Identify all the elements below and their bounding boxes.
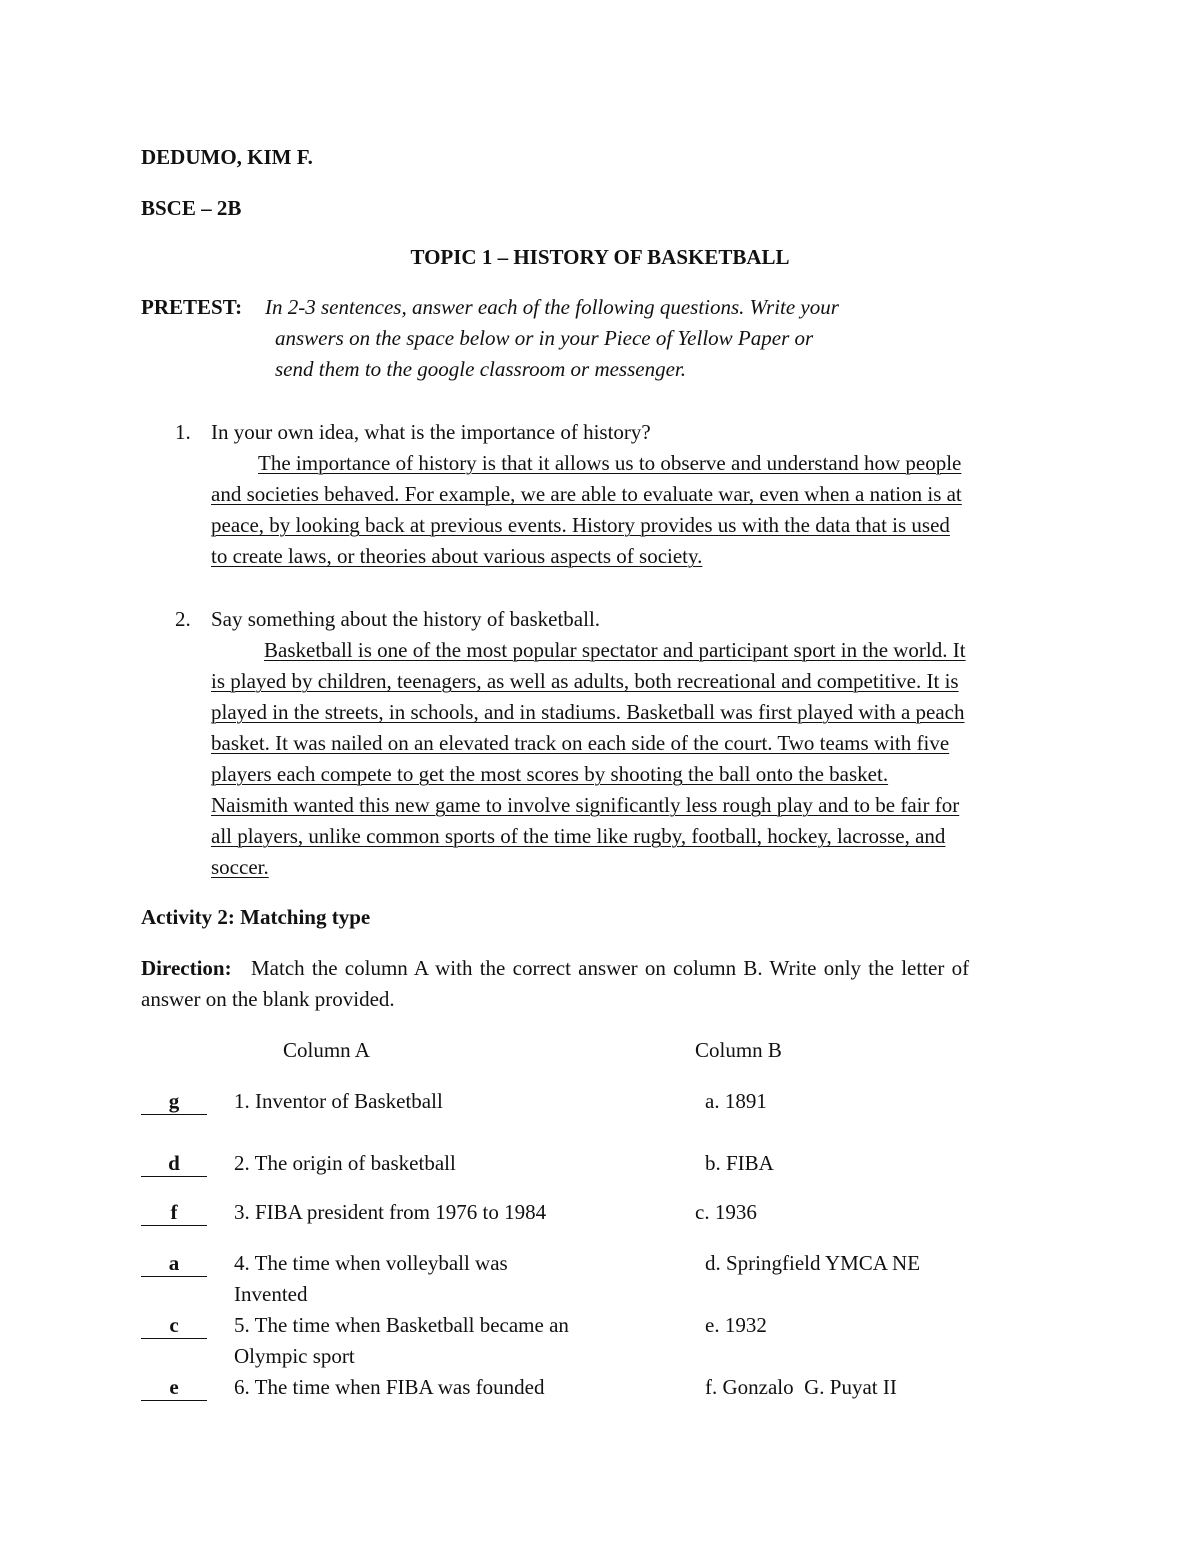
column-a-item: 1. Inventor of Basketball — [234, 1089, 443, 1113]
answer-blank[interactable] — [141, 1091, 207, 1115]
column-b-header: Column B — [695, 1038, 782, 1062]
topic-title: TOPIC 1 – HISTORY OF BASKETBALL — [410, 245, 790, 269]
answer-line: all players, unlike common sports of the time like rugby, football, hockey, lacrosse, and — [211, 824, 946, 848]
direction-text: Match the column A with the correct answer on column B. Write only the letter of — [251, 956, 970, 980]
answer-blank[interactable] — [141, 1153, 207, 1177]
column-a-item: 2. The origin of basketball — [234, 1151, 456, 1175]
column-a-item: 6. The time when FIBA was founded — [234, 1375, 545, 1399]
column-b-item: c. 1936 — [695, 1200, 757, 1224]
pretest-label: PRETEST: — [141, 295, 243, 319]
answer-line: basket. It was nailed on an elevated track on each side of the court. Two teams with five — [211, 731, 950, 755]
answer-letter: g — [141, 1091, 207, 1115]
answer-line: to create laws, or theories about various aspects of society. — [211, 544, 703, 568]
answer-line: soccer. — [211, 855, 269, 879]
column-a-item: 5. The time when Basketball became an — [234, 1313, 569, 1337]
answer-line: played in the streets, in schools, and in stadiums. Basketball was first played with a peach — [211, 700, 965, 724]
pretest-instruction-line: answers on the space below or in your Piece of Yellow Paper or — [275, 326, 814, 350]
student-section: BSCE – 2B — [141, 196, 242, 220]
answer-blank[interactable] — [141, 1202, 207, 1226]
answer-blank[interactable] — [141, 1315, 207, 1339]
answer-letter: f — [141, 1202, 207, 1226]
activity-title: Activity 2: Matching type — [141, 905, 371, 929]
answer-line: Naismith wanted this new game to involve significantly less rough play and to be fair for — [211, 793, 960, 817]
column-b-item: e. 1932 — [705, 1313, 767, 1337]
direction-text: answer on the blank provided. — [141, 987, 395, 1011]
answer-line: is played by children, teenagers, as well as adults, both recreational and competitive. It is — [211, 669, 959, 693]
direction-label: Direction: — [141, 956, 232, 980]
column-b-item: a. 1891 — [705, 1089, 767, 1113]
column-a-item: 3. FIBA president from 1976 to 1984 — [234, 1200, 547, 1224]
answer-letter: d — [141, 1153, 207, 1177]
column-a-item-continued: Invented — [234, 1282, 308, 1306]
answer-line: The importance of history is that it allows us to observe and understand how people — [258, 451, 962, 475]
answer-line: players each compete to get the most scores by shooting the ball onto the basket. — [211, 762, 889, 786]
question-number: 2. — [175, 607, 191, 631]
question-text: In your own idea, what is the importance of history? — [211, 420, 651, 444]
answer-blank[interactable] — [141, 1377, 207, 1401]
answer-letter: c — [141, 1315, 207, 1339]
column-b-item: b. FIBA — [705, 1151, 774, 1175]
answer-letter: a — [141, 1253, 207, 1277]
answer-line: Basketball is one of the most popular spectator and participant sport in the world. It — [264, 638, 966, 662]
column-b-item: f. Gonzalo G. Puyat II — [705, 1375, 897, 1399]
column-a-item-continued: Olympic sport — [234, 1344, 355, 1368]
column-a-header: Column A — [283, 1038, 370, 1062]
pretest-instruction-line: send them to the google classroom or messenger. — [275, 357, 687, 381]
question-text: Say something about the history of basketball. — [211, 607, 601, 631]
answer-line: peace, by looking back at previous events. History provides us with the data that is used — [211, 513, 950, 537]
answer-line: and societies behaved. For example, we are able to evaluate war, even when a nation is at — [211, 482, 962, 506]
question-number: 1. — [175, 420, 191, 444]
answer-letter: e — [141, 1377, 207, 1401]
pretest-instruction-line: In 2-3 sentences, answer each of the following questions. Write your — [265, 295, 839, 319]
column-a-item: 4. The time when volleyball was — [234, 1251, 508, 1275]
answer-blank[interactable] — [141, 1253, 207, 1277]
student-name: DEDUMO, KIM F. — [141, 145, 313, 169]
column-b-item: d. Springfield YMCA NE — [705, 1251, 921, 1275]
